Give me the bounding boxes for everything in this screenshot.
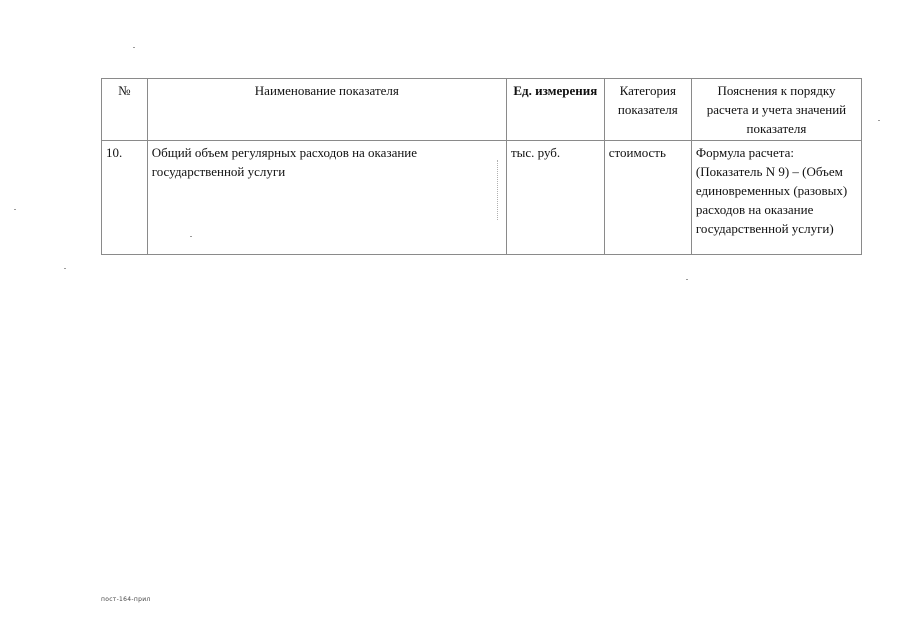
- scan-speck: [190, 236, 192, 237]
- scan-speck: [64, 268, 66, 269]
- indicator-unit: тыс. руб.: [506, 141, 604, 255]
- scan-speck: [686, 279, 688, 280]
- indicators-table: [101, 78, 862, 255]
- header-unit: Ед. измерения: [506, 79, 604, 141]
- indicator-category: стоимость: [604, 141, 691, 255]
- scan-speck: [14, 209, 16, 210]
- indicator-explanation: Формула расчета: (Показатель N 9) – (Объем единовременных (разовых) расходов на оказание государственной услуги): [691, 141, 861, 255]
- row-number: 10.: [102, 141, 148, 255]
- header-no: №: [102, 79, 148, 141]
- table-row: [102, 141, 862, 255]
- scan-artifact-line: [497, 160, 498, 220]
- indicator-name: Общий объем регулярных расходов на оказание государственной услуги: [147, 141, 506, 255]
- header-category: Категория показателя: [604, 79, 691, 141]
- footer-document-code: пост-164-прил: [101, 596, 151, 603]
- scan-speck: [133, 47, 135, 48]
- header-explanation: Пояснения к порядку расчета и учета значений показателя: [691, 79, 861, 141]
- header-name: Наименование показателя: [147, 79, 506, 141]
- table-header-row: [102, 79, 862, 141]
- scan-speck: [878, 120, 880, 121]
